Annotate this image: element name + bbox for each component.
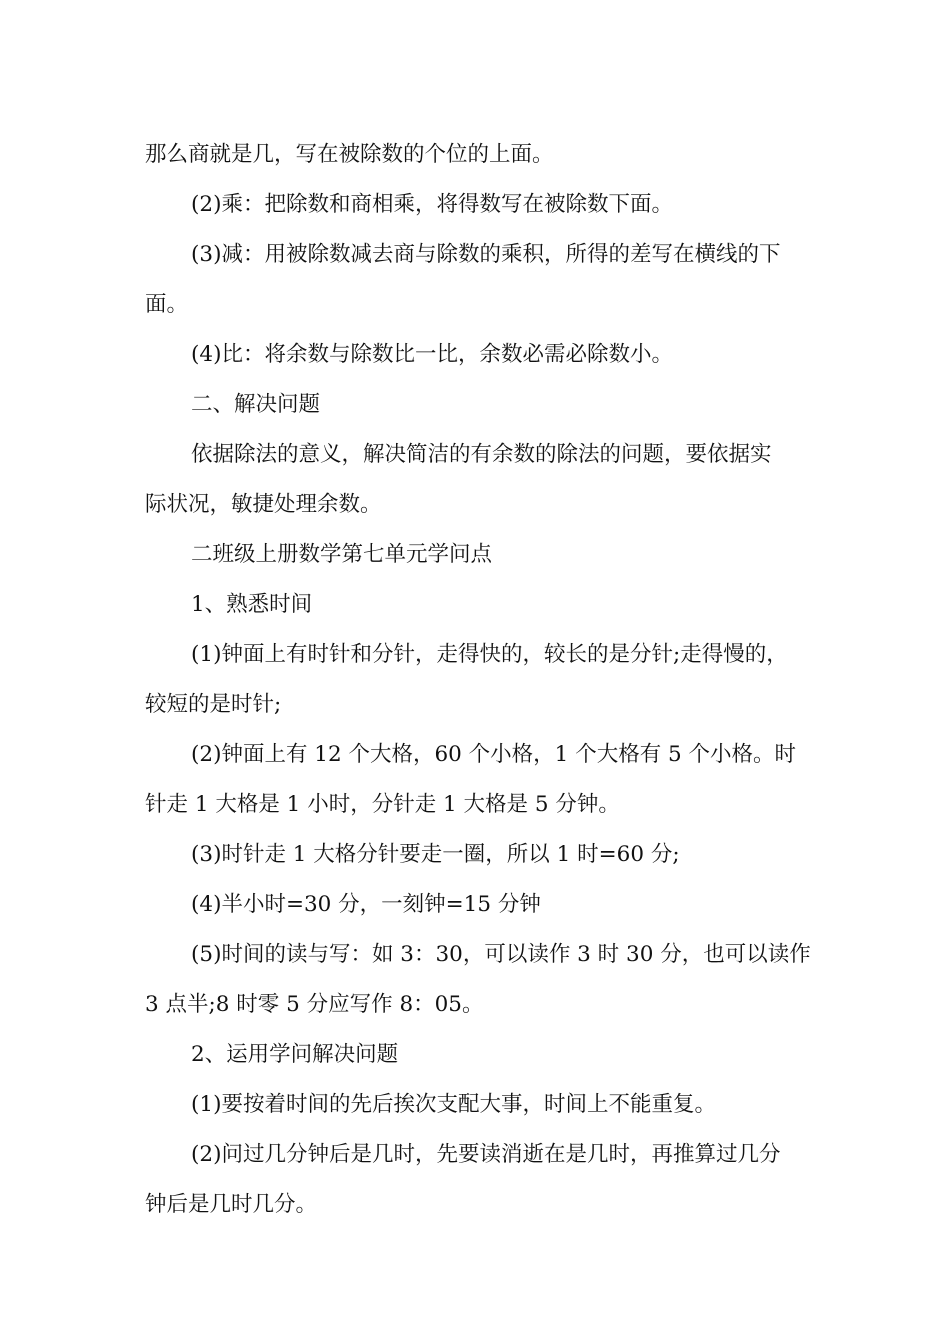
text-line: 针走 1 大格是 1 小时，分针走 1 大格是 5 分钟。	[145, 792, 620, 817]
text-line: 际状况，敏捷处理余数。	[145, 492, 382, 517]
subsection-heading: 1、熟悉时间	[191, 592, 313, 617]
text-line: (2)钟面上有 12 个大格，60 个小格，1 个大格有 5 个小格。时	[191, 742, 797, 767]
text-line: 钟后是几时几分。	[145, 1192, 318, 1217]
subsection-heading: 2、运用学问解决问题	[191, 1042, 399, 1067]
text-line: (1)要按着时间的先后挨次支配大事，时间上不能重复。	[191, 1092, 716, 1117]
text-line: 依据除法的意义，解决简洁的有余数的除法的问题，要依据实	[191, 442, 772, 467]
section-heading: 二、解决问题	[191, 392, 321, 417]
text-line: (5)时间的读与写：如 3：30，可以读作 3 时 30 分，也可以读作	[191, 942, 811, 967]
text-line: (1)钟面上有时针和分针，走得快的，较长的是分针;走得慢的，	[191, 642, 788, 667]
text-line: 3 点半;8 时零 5 分应写作 8：05。	[145, 992, 484, 1017]
text-line: 面。	[145, 292, 189, 317]
text-line: 较短的是时针;	[145, 692, 282, 717]
document-body	[145, 130, 815, 1230]
text-line: (3)减：用被除数减去商与除数的乘积，所得的差写在横线的下	[191, 242, 781, 267]
text-line: 那么商就是几，写在被除数的个位的上面。	[145, 142, 554, 167]
text-line: (2)乘：把除数和商相乘，将得数写在被除数下面。	[191, 192, 673, 217]
text-line: (2)问过几分钟后是几时，先要读消逝在是几时，再推算过几分	[191, 1142, 781, 1167]
text-line: (4)比：将余数与除数比一比，余数必需必除数小。	[191, 342, 673, 367]
text-line: (4)半小时=30 分，一刻钟=15 分钟	[191, 892, 541, 917]
text-line: (3)时针走 1 大格分针要走一圈，所以 1 时=60 分;	[191, 842, 680, 867]
section-heading: 二班级上册数学第七单元学问点	[191, 542, 493, 567]
